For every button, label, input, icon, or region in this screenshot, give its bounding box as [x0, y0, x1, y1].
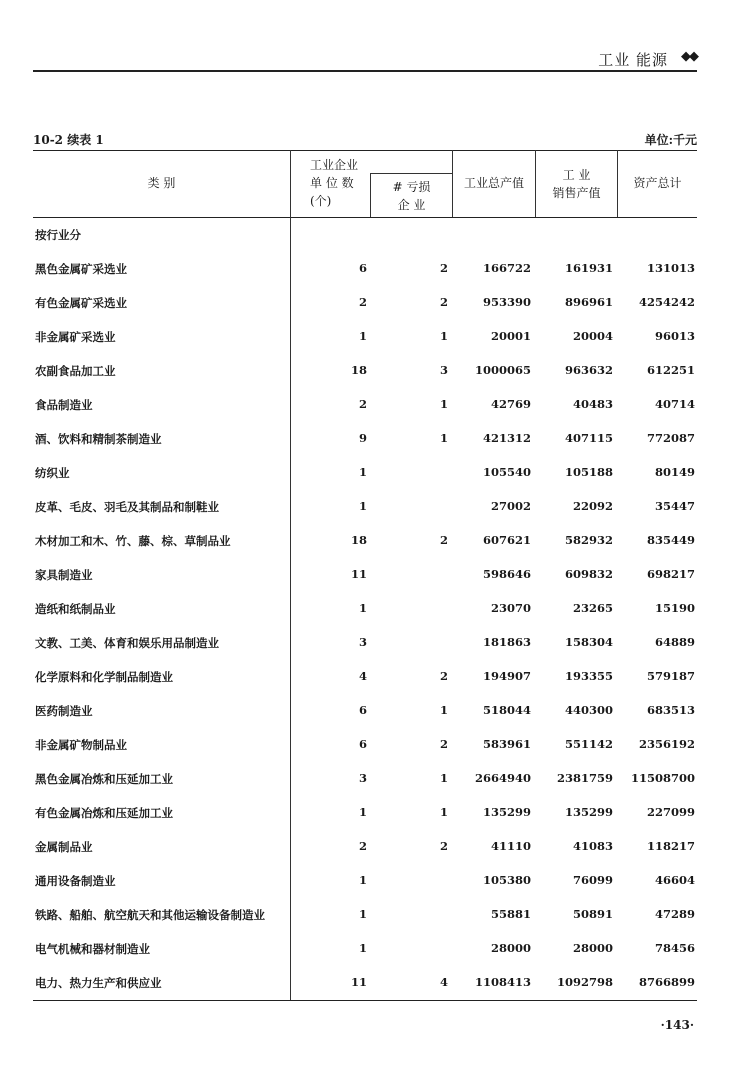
row-gross-output: 41110 — [490, 839, 531, 853]
row-name: 电气机械和器材制造业 — [35, 942, 150, 956]
row-gross-output: 166722 — [482, 261, 531, 275]
row-sales-output: 41083 — [572, 839, 613, 853]
row-loss: 1 — [439, 431, 448, 445]
row-units: 1 — [358, 873, 367, 887]
row-units: 18 — [350, 363, 367, 377]
row-gross-output: 953390 — [482, 295, 531, 309]
row-loss: 1 — [439, 805, 448, 819]
row-name: 黑色金属冶炼和压延加工业 — [35, 772, 173, 786]
row-sales-output: 551142 — [564, 737, 613, 751]
column-header-assets: 资产总计 — [633, 176, 682, 190]
row-sales-output: 158304 — [564, 635, 613, 649]
row-gross-output: 55881 — [490, 907, 531, 921]
row-loss: 1 — [439, 703, 448, 717]
row-units: 11 — [350, 975, 367, 989]
row-gross-output: 20001 — [490, 329, 531, 343]
row-gross-output: 583961 — [482, 737, 531, 751]
row-units: 2 — [358, 295, 367, 309]
row-name: 造纸和纸制品业 — [35, 602, 116, 616]
row-gross-output: 27002 — [490, 499, 531, 513]
row-units: 11 — [350, 567, 367, 581]
row-units: 18 — [350, 533, 367, 547]
row-sales-output: 105188 — [564, 465, 613, 479]
row-assets: 698217 — [646, 567, 695, 581]
row-name: 化学原料和化学制品制造业 — [35, 670, 173, 684]
column-header-category: 类 别 — [147, 176, 176, 190]
row-gross-output: 518044 — [482, 703, 531, 717]
row-assets: 683513 — [646, 703, 695, 717]
row-name: 酒、饮料和精制茶制造业 — [35, 432, 162, 446]
row-assets: 227099 — [646, 805, 695, 819]
row-name: 农副食品加工业 — [35, 364, 116, 378]
row-loss: 2 — [439, 839, 448, 853]
row-loss: 1 — [439, 771, 448, 785]
row-name: 非金属矿采选业 — [35, 330, 116, 344]
row-assets: 46604 — [654, 873, 695, 887]
row-assets: 612251 — [646, 363, 695, 377]
row-sales-output: 440300 — [564, 703, 613, 717]
row-sales-output: 2381759 — [556, 771, 613, 785]
row-assets: 96013 — [654, 329, 695, 343]
row-units: 6 — [358, 737, 367, 751]
row-sales-output: 896961 — [564, 295, 613, 309]
row-assets: 8766899 — [638, 975, 695, 989]
row-gross-output: 421312 — [482, 431, 531, 445]
row-units: 3 — [358, 771, 367, 785]
row-assets: 835449 — [646, 533, 695, 547]
row-assets: 579187 — [646, 669, 695, 683]
row-loss: 2 — [439, 261, 448, 275]
row-name: 皮革、毛皮、羽毛及其制品和制鞋业 — [35, 500, 219, 514]
row-sales-output: 582932 — [564, 533, 613, 547]
column-header-units: 工业企业 单 位 数 (个) — [310, 158, 359, 208]
row-name: 通用设备制造业 — [35, 874, 116, 888]
row-name: 有色金属矿采选业 — [35, 296, 127, 310]
row-name: 医药制造业 — [35, 704, 93, 718]
row-loss: 2 — [439, 295, 448, 309]
row-sales-output: 40483 — [572, 397, 613, 411]
row-loss: 2 — [439, 737, 448, 751]
row-sales-output: 1092798 — [556, 975, 613, 989]
page-number: ·143· — [660, 1018, 694, 1032]
row-loss: 1 — [439, 397, 448, 411]
row-name: 有色金属冶炼和压延加工业 — [35, 806, 173, 820]
table-top-rule — [33, 150, 697, 151]
row-units: 4 — [358, 669, 367, 683]
section-label: 按行业分 — [35, 228, 81, 242]
row-loss: 4 — [439, 975, 448, 989]
row-sales-output: 135299 — [564, 805, 613, 819]
row-gross-output: 105540 — [482, 465, 531, 479]
row-loss: 1 — [439, 329, 448, 343]
row-units: 1 — [358, 907, 367, 921]
row-gross-output: 181863 — [482, 635, 531, 649]
row-name: 铁路、船舶、航空航天和其他运输设备制造业 — [35, 908, 265, 922]
row-gross-output: 2664940 — [474, 771, 531, 785]
row-loss: 2 — [439, 533, 448, 547]
row-units: 6 — [358, 703, 367, 717]
row-gross-output: 1108413 — [474, 975, 531, 989]
row-units: 1 — [358, 941, 367, 955]
row-name: 电力、热力生产和供应业 — [35, 976, 162, 990]
row-assets: 131013 — [646, 261, 695, 275]
table-bottom-rule — [33, 1000, 697, 1001]
row-gross-output: 598646 — [482, 567, 531, 581]
row-units: 6 — [358, 261, 367, 275]
row-assets: 2356192 — [638, 737, 695, 751]
table-header-rule — [33, 217, 697, 218]
row-assets: 40714 — [654, 397, 695, 411]
row-assets: 64889 — [654, 635, 695, 649]
row-units: 1 — [358, 805, 367, 819]
row-assets: 78456 — [654, 941, 695, 955]
row-gross-output: 607621 — [482, 533, 531, 547]
row-name: 食品制造业 — [35, 398, 93, 412]
row-name: 黑色金属矿采选业 — [35, 262, 127, 276]
row-units: 1 — [358, 329, 367, 343]
row-sales-output: 963632 — [564, 363, 613, 377]
row-name: 木材加工和木、竹、藤、棕、草制品业 — [35, 534, 231, 548]
row-name: 文教、工美、体育和娱乐用品制造业 — [35, 636, 219, 650]
row-gross-output: 28000 — [490, 941, 531, 955]
row-name: 金属制品业 — [35, 840, 93, 854]
row-gross-output: 23070 — [490, 601, 531, 615]
row-name: 非金属矿物制品业 — [35, 738, 127, 752]
row-units: 2 — [358, 397, 367, 411]
unit-label: 单位:千元 — [644, 133, 697, 147]
column-divider — [290, 150, 291, 1000]
column-header-loss: # 亏损 企 业 — [392, 180, 431, 212]
row-sales-output: 609832 — [564, 567, 613, 581]
row-gross-output: 42769 — [490, 397, 531, 411]
row-units: 1 — [358, 499, 367, 513]
row-sales-output: 20004 — [572, 329, 613, 343]
row-units: 1 — [358, 465, 367, 479]
row-name: 纺织业 — [35, 466, 70, 480]
row-sales-output: 193355 — [564, 669, 613, 683]
diamond-icon: ◆◆ — [681, 49, 697, 64]
page-section-title: 工业 能源 — [598, 51, 668, 69]
row-gross-output: 194907 — [482, 669, 531, 683]
header-rule — [33, 70, 697, 72]
row-sales-output: 23265 — [572, 601, 613, 615]
column-header-gross-output: 工业总产值 — [463, 176, 524, 190]
row-sales-output: 161931 — [564, 261, 613, 275]
row-assets: 15190 — [654, 601, 695, 615]
row-sales-output: 22092 — [572, 499, 613, 513]
row-assets: 80149 — [654, 465, 695, 479]
table-label: 10-2 续表 1 — [33, 133, 104, 147]
row-units: 2 — [358, 839, 367, 853]
row-assets: 11508700 — [630, 771, 695, 785]
row-assets: 772087 — [646, 431, 695, 445]
row-loss: 3 — [439, 363, 448, 377]
row-loss: 2 — [439, 669, 448, 683]
row-assets: 118217 — [646, 839, 695, 853]
row-sales-output: 76099 — [572, 873, 613, 887]
row-units: 1 — [358, 601, 367, 615]
row-gross-output: 135299 — [482, 805, 531, 819]
column-header-sales-output: 工 业 销售产值 — [552, 168, 601, 200]
row-assets: 35447 — [654, 499, 695, 513]
row-gross-output: 1000065 — [474, 363, 531, 377]
row-gross-output: 105380 — [482, 873, 531, 887]
row-assets: 4254242 — [638, 295, 695, 309]
row-sales-output: 28000 — [572, 941, 613, 955]
row-units: 3 — [358, 635, 367, 649]
row-assets: 47289 — [654, 907, 695, 921]
row-sales-output: 50891 — [572, 907, 613, 921]
row-sales-output: 407115 — [564, 431, 613, 445]
row-units: 9 — [358, 431, 367, 445]
row-name: 家具制造业 — [35, 568, 93, 582]
